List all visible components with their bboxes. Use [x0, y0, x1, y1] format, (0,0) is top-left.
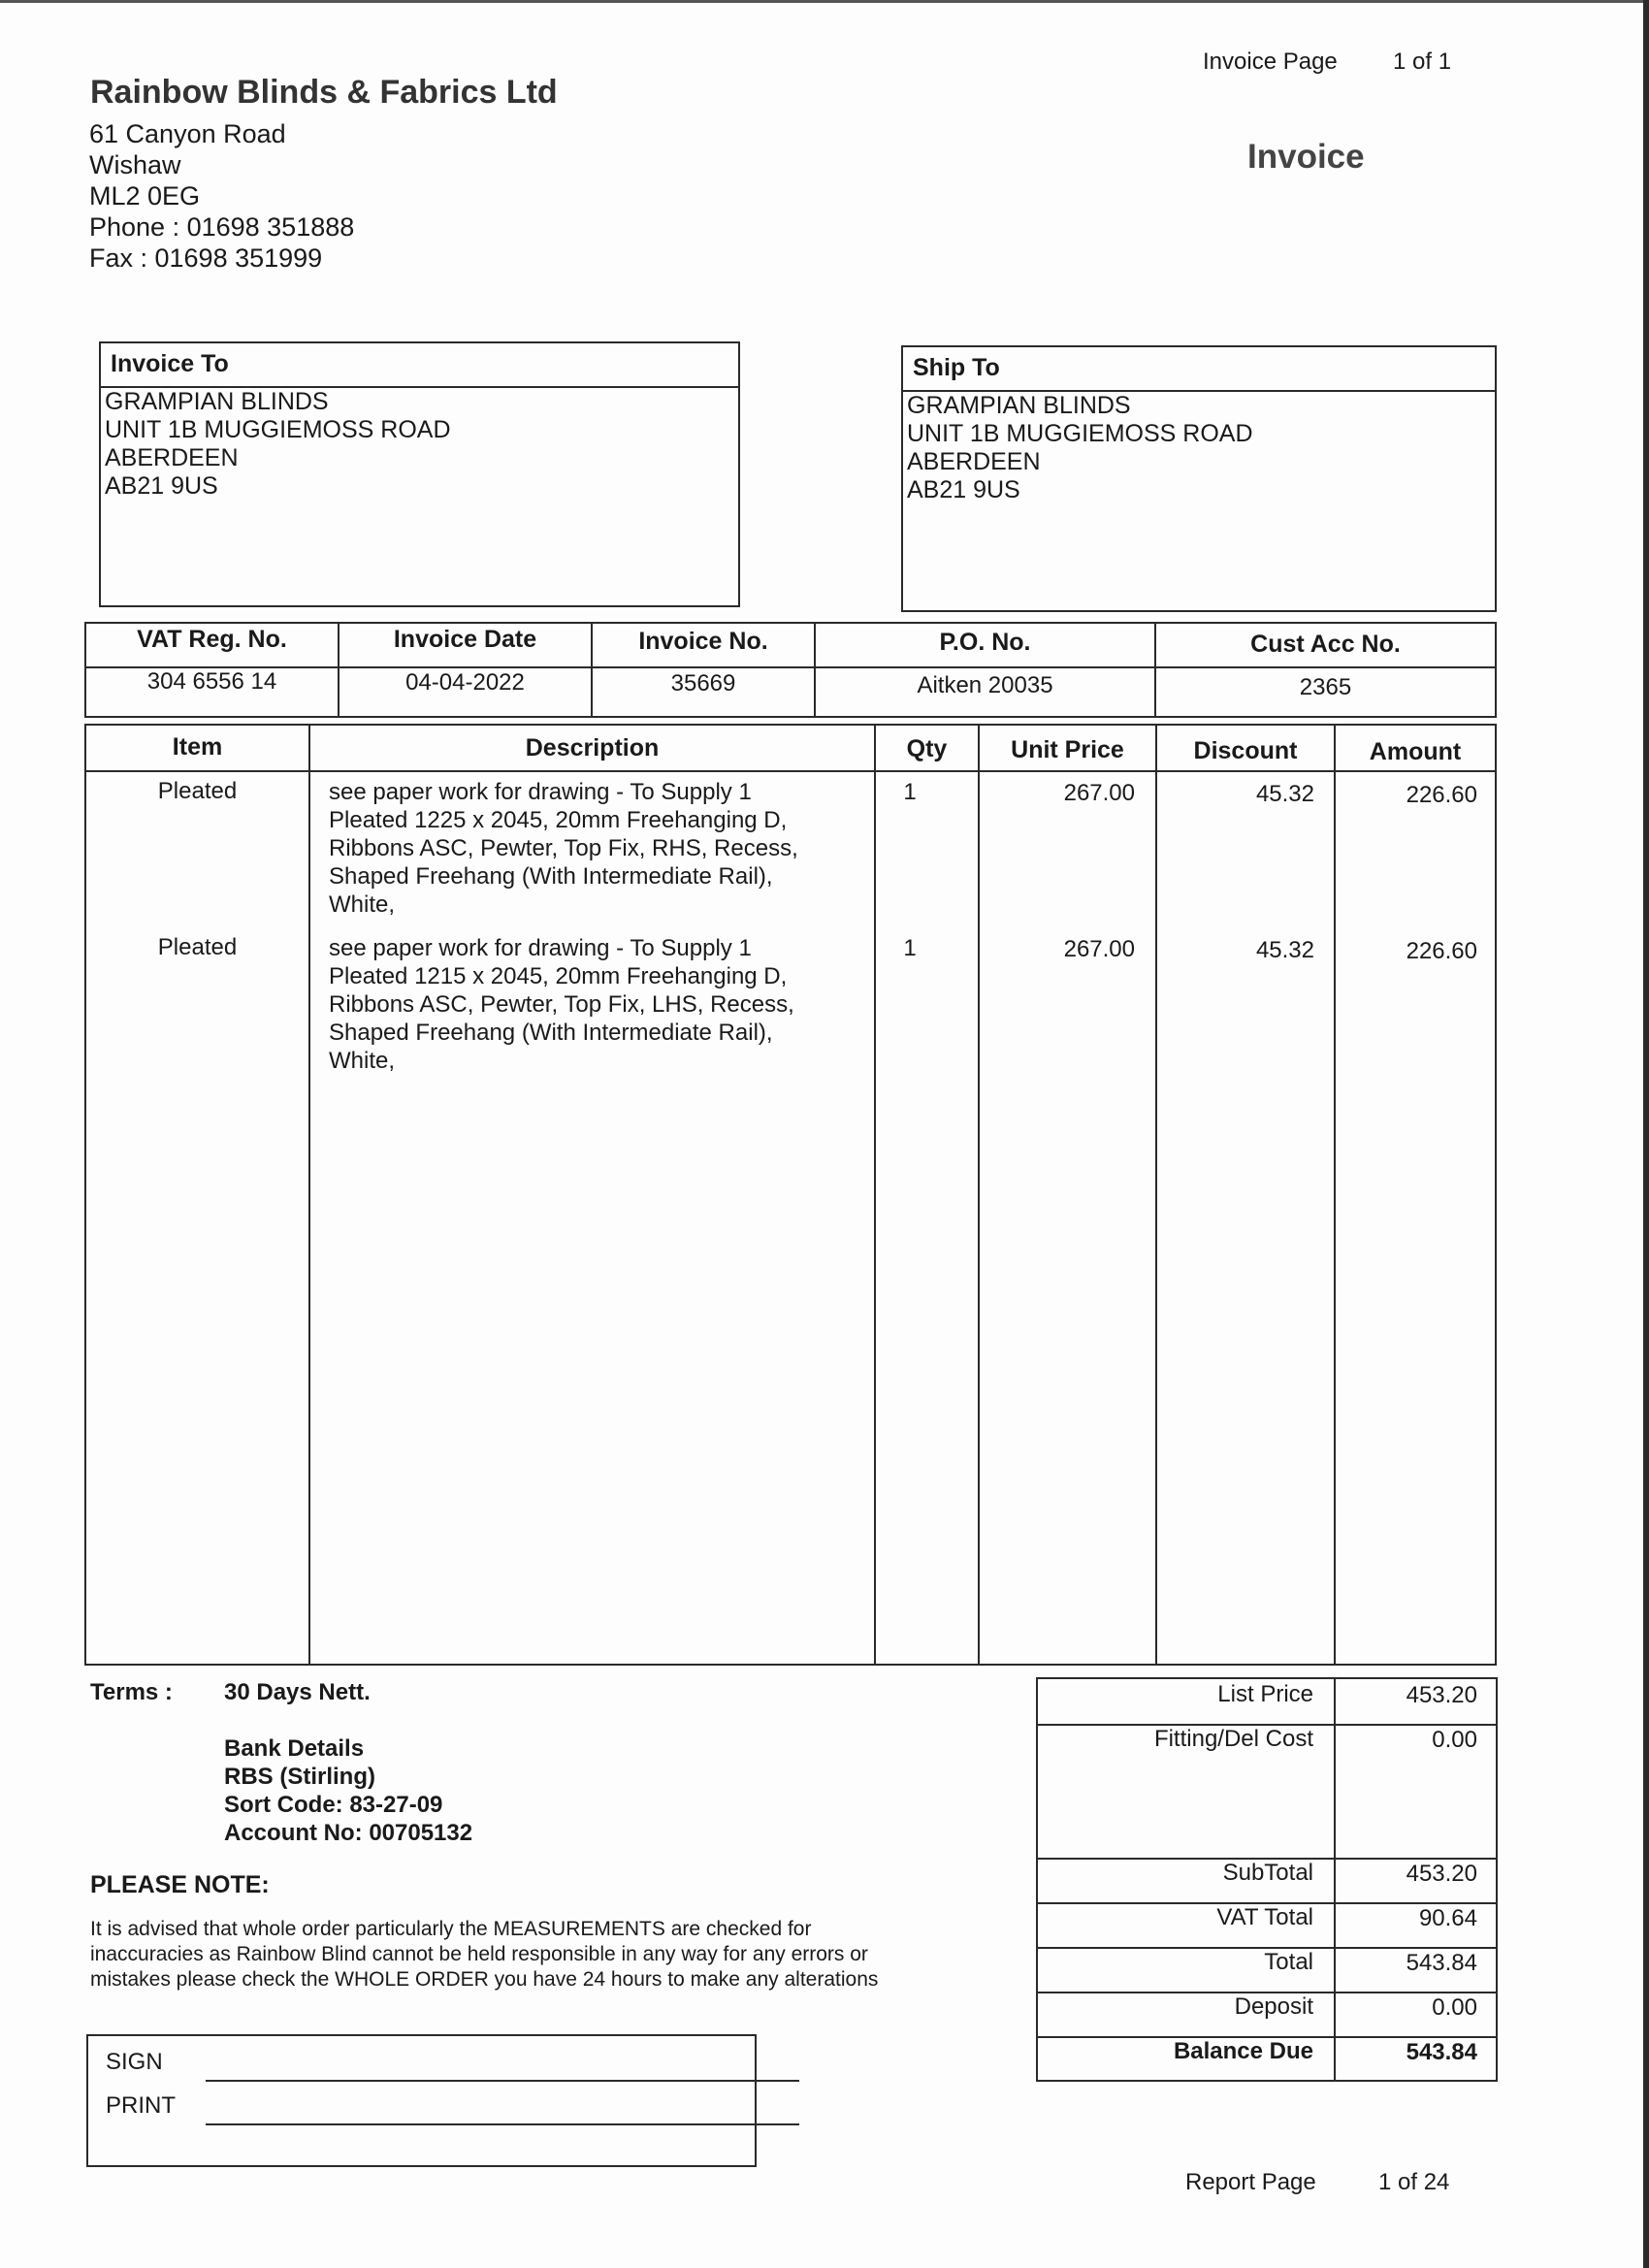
item-row1-unit-price: 267.00 — [1063, 780, 1135, 806]
report-page-label: Report Page — [1185, 2169, 1316, 2195]
totals-table — [1036, 1677, 1498, 2082]
sign-line[interactable] — [206, 2080, 799, 2082]
scan-edge-top — [0, 0, 1649, 3]
subtotal-label: SubTotal — [1222, 1860, 1313, 1886]
vat-total-value: 90.64 — [1418, 1905, 1477, 1931]
fitting-label: Fitting/Del Cost — [1153, 1726, 1313, 1752]
item-row1-amount: 226.60 — [1406, 782, 1477, 808]
total-value: 543.84 — [1406, 1950, 1477, 1976]
vat-total-label: VAT Total — [1216, 1904, 1313, 1930]
invoice-no-header: Invoice No. — [638, 628, 768, 655]
item-row2-item: Pleated — [157, 934, 238, 960]
item-row2-discount: 45.32 — [1255, 937, 1314, 963]
company-address-line: 61 Canyon Road — [89, 119, 286, 148]
ship-to-line: GRAMPIAN BLINDS — [907, 392, 1131, 419]
ship-to-box — [901, 345, 1497, 612]
items-table — [84, 724, 1497, 1666]
balance-due-label: Balance Due — [1173, 2038, 1313, 2064]
company-address-line: Wishaw — [89, 150, 181, 179]
item-row2-unit-price: 267.00 — [1063, 936, 1135, 962]
vat-reg-header: VAT Reg. No. — [137, 626, 287, 653]
ship-to-line: UNIT 1B MUGGIEMOSS ROAD — [907, 420, 1253, 447]
page-label: Invoice Page — [1203, 49, 1338, 75]
item-row2-description: see paper work for drawing - To Supply 1 Pleated 1215 x 2045, 20mm Freehanging D, Ribbons ASC, Pewter, Top Fix, LHS, Recess, Shaped Freehang (With Intermediate Rail), White, — [329, 935, 794, 1074]
terms-value: 30 Days Nett. — [224, 1679, 371, 1705]
ship-to-line: AB21 9US — [907, 476, 1020, 503]
ship-to-address — [907, 392, 1253, 504]
print-line[interactable] — [206, 2123, 799, 2125]
invoice-to-address — [105, 388, 451, 501]
note-line: mistakes please check the WHOLE ORDER you have 24 hours to make any alterations — [90, 1968, 879, 1991]
item-row2-qty: 1 — [903, 935, 917, 961]
invoice-info-table — [84, 622, 1497, 718]
fitting-value: 0.00 — [1432, 1727, 1477, 1753]
po-no-value: Aitken 20035 — [917, 672, 1053, 698]
deposit-value: 0.00 — [1432, 1994, 1477, 2021]
subtotal-value: 453.20 — [1406, 1861, 1477, 1887]
bank-name: RBS (Stirling) — [224, 1764, 375, 1790]
invoice-date-value: 04-04-2022 — [405, 669, 525, 696]
company-phone: Phone : 01698 351888 — [89, 212, 355, 242]
item-row1-qty: 1 — [903, 779, 917, 805]
terms-label: Terms : — [90, 1679, 173, 1705]
invoice-to-line: ABERDEEN — [105, 444, 239, 471]
sort-code: Sort Code: 83-27-09 — [224, 1792, 443, 1818]
deposit-label: Deposit — [1234, 1993, 1313, 2020]
bank-details — [224, 1734, 472, 1847]
invoice-to-line: UNIT 1B MUGGIEMOSS ROAD — [105, 416, 451, 443]
po-no-header: P.O. No. — [939, 629, 1031, 656]
account-number: Account No: 00705132 — [224, 1820, 473, 1846]
ship-to-title: Ship To — [903, 347, 1495, 392]
company-fax: Fax : 01698 351999 — [89, 243, 323, 273]
page-value: 1 of 1 — [1393, 49, 1452, 75]
item-row1-discount: 45.32 — [1255, 781, 1314, 807]
note-line: It is advised that whole order particularly the MEASUREMENTS are checked for — [90, 1918, 812, 1940]
item-header: Item — [172, 733, 223, 761]
invoice-to-title: Invoice To — [101, 343, 738, 388]
print-label: PRINT — [106, 2092, 176, 2119]
company-address — [89, 118, 354, 274]
amount-header: Amount — [1369, 738, 1462, 765]
cust-acc-header: Cust Acc No. — [1250, 631, 1401, 658]
note-text — [90, 1917, 878, 1993]
sign-label: SIGN — [106, 2049, 163, 2075]
invoice-to-box — [99, 341, 740, 607]
unit-price-header: Unit Price — [1011, 736, 1124, 763]
company-address-line: ML2 0EG — [89, 181, 201, 211]
vat-reg-value: 304 6556 14 — [146, 668, 277, 695]
signature-box — [86, 2034, 757, 2167]
invoice-to-line: GRAMPIAN BLINDS — [105, 388, 329, 415]
list-price-value: 453.20 — [1406, 1682, 1477, 1708]
item-row2-amount: 226.60 — [1406, 938, 1477, 964]
invoice-no-value: 35669 — [670, 670, 736, 697]
total-label: Total — [1264, 1949, 1313, 1975]
item-row1-description: see paper work for drawing - To Supply 1 Pleated 1225 x 2045, 20mm Freehanging D, Ribbons ASC, Pewter, Top Fix, RHS, Recess, Shaped Freehang (With Intermediate Rail), White, — [329, 779, 798, 918]
balance-due-value: 543.84 — [1406, 2039, 1477, 2065]
report-page-value: 1 of 24 — [1378, 2169, 1450, 2195]
description-header: Description — [525, 734, 660, 761]
invoice-date-header: Invoice Date — [393, 626, 537, 653]
cust-acc-value: 2365 — [1299, 674, 1352, 700]
scan-edge-right — [1643, 0, 1649, 2268]
note-title: PLEASE NOTE: — [90, 1871, 270, 1898]
note-line: inaccuracies as Rainbow Blind cannot be held responsible in any way for any errors or — [90, 1943, 868, 1965]
company-name: Rainbow Blinds & Fabrics Ltd — [90, 74, 558, 111]
invoice-to-line: AB21 9US — [105, 472, 218, 500]
item-row1-item: Pleated — [157, 778, 238, 804]
discount-header: Discount — [1193, 737, 1298, 764]
list-price-label: List Price — [1217, 1681, 1313, 1707]
bank-details-title: Bank Details — [224, 1735, 365, 1762]
ship-to-line: ABERDEEN — [907, 448, 1041, 475]
qty-header: Qty — [906, 735, 948, 762]
document-title: Invoice — [1247, 138, 1365, 176]
